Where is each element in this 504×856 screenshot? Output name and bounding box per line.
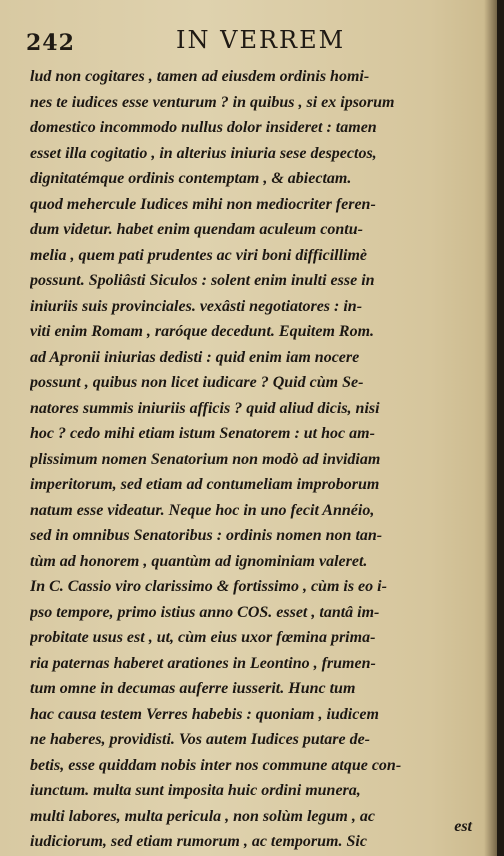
text-line: possunt. Spoliâsti Siculos : solent enim inulti esse in: [30, 272, 375, 289]
text-line: natum esse videatur. Neque hoc in uno fecit Annéio,: [30, 501, 375, 519]
text-line: ria paternas haberet arationes in Leontino , frumen-: [30, 654, 376, 672]
text-line: hac causa testem Verres habebis : quoniam , iudicem: [30, 705, 379, 723]
text-line: ne haberes, providisti. Vos autem Iudices putare de-: [30, 731, 371, 748]
text-line: In C. Cassio viro clarissimo & fortissimo , cùm is eo i-: [30, 578, 387, 595]
text-line: plissimum nomen Senatorium non modò ad invidiam: [30, 450, 381, 468]
body-text: [30, 64, 470, 855]
text-line: dum videtur. habet enim quendam aculeum contu-: [30, 221, 363, 238]
text-line: esset illa cogitatio , in alterius iniuria sese despectos,: [30, 144, 377, 162]
facing-page-edge: [497, 0, 504, 856]
catchword: est: [454, 818, 472, 835]
text-line: possunt , quibus non licet iudicare ? Quid cùm Se-: [30, 374, 364, 391]
text-line: domestico incommodo nullus dolor insideret : tamen: [30, 119, 377, 136]
text-line: iunctum. multa sunt imposita huic ordini munera,: [30, 782, 361, 799]
text-line: nes te iudices esse venturum ? in quibus , si ex ipsorum: [30, 93, 395, 111]
text-line: sed in omnibus Senatoribus : ordinis nomen non tan-: [30, 527, 383, 544]
text-line: natores summis iniuriis afficis ? quid aliud dicis, nisi: [30, 399, 380, 417]
page-number: 242: [26, 30, 75, 56]
text-line: viti enim Romam , raróque decedunt. Equitem Rom.: [30, 323, 375, 340]
text-line: melia , quem pati prudentes ac viri boni difficillimè: [30, 246, 368, 264]
text-line: lud non cogitares , tamen ad eiusdem ordinis homi-: [30, 68, 370, 85]
text-line: iudiciorum, sed etiam rumorum , ac temporum. Sic: [30, 833, 367, 850]
text-line: multi labores, multa pericula , non solùm legum , ac: [30, 807, 375, 825]
text-line: ad Apronii iniurias dedisti : quid enim iam nocere: [30, 348, 360, 366]
text-line: betis, esse quiddam nobis inter nos commune atque con-: [30, 756, 402, 774]
text-line: tum omne in decumas auferre iusserit. Hunc tum: [30, 680, 356, 697]
text-line: iniuriis suis provinciales. vexâsti negotiatores : in-: [30, 297, 363, 315]
text-line: pso tempore, primo istius anno COS. esset , tantâ im-: [30, 603, 380, 621]
text-line: tùm ad honorem , quantùm ad ignominiam valeret.: [30, 552, 368, 570]
text-line: hoc ? cedo mihi etiam istum Senatorem : ut hoc am-: [30, 425, 375, 442]
running-head: IN VERREM: [176, 26, 346, 54]
page-header: [26, 26, 466, 60]
text-line: dignitatémque ordinis contemptam , & abiectam.: [30, 170, 352, 187]
text-line: imperitorum, sed etiam ad contumeliam improborum: [30, 476, 380, 493]
text-line: quod mehercule Iudices mihi non mediocriter feren-: [30, 195, 376, 213]
text-line: probitate usus est , ut, cùm eius uxor fœmina prima-: [30, 629, 376, 646]
